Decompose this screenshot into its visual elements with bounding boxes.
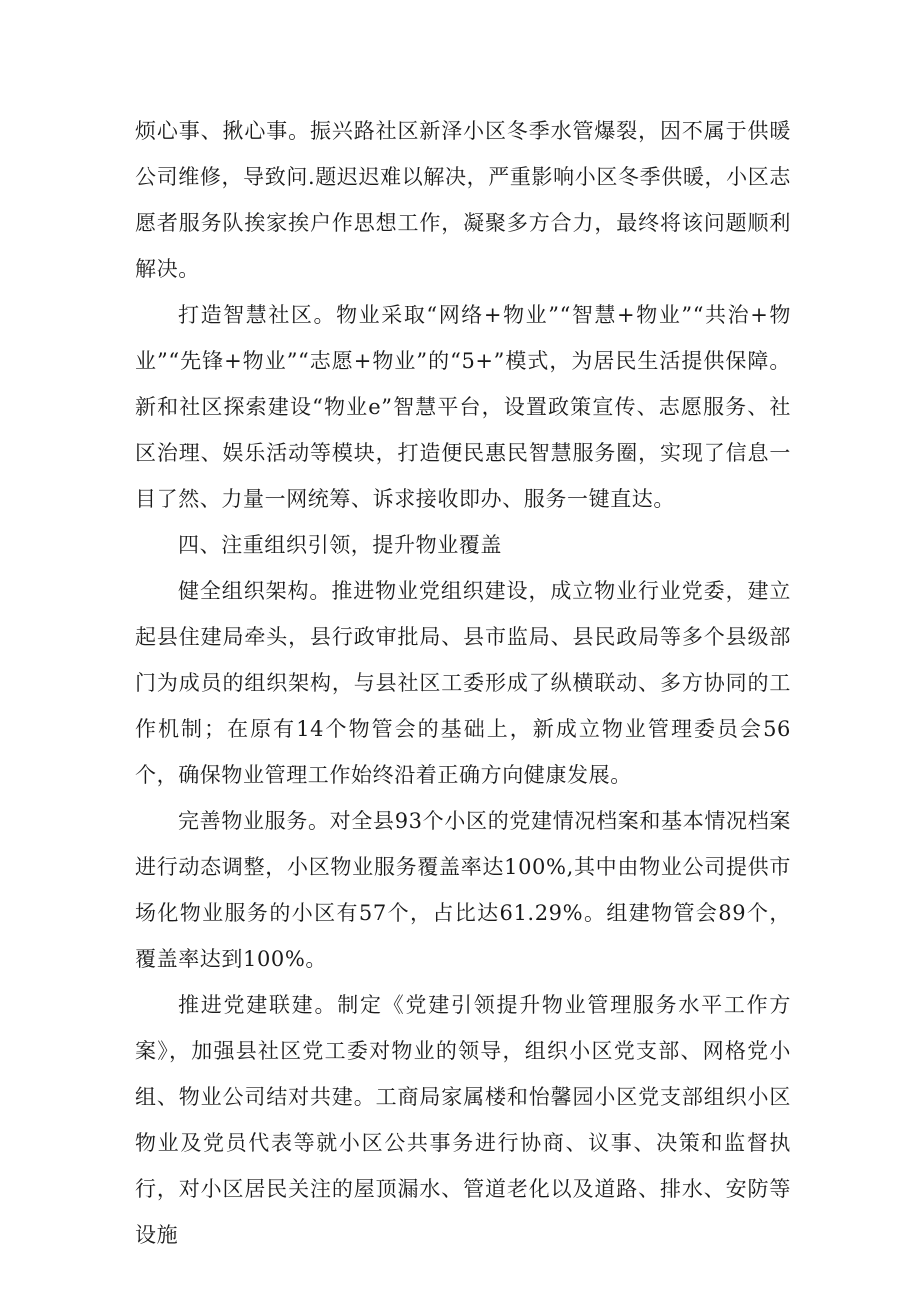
paragraph-continuation: 烦心事、揪心事。振兴路社区新泽小区冬季水管爆裂，因不属于供暖公司维修，导致问.题迟迟难以解决，严重影响小区冬季供暖，小区志愿者服务队挨家挨户作思想工作，凝聚多方合力，最终将该问题顺利解决。: [135, 119, 791, 281]
paragraph-smart-community: 打造智慧社区。物业采取“网络+物业”“智慧+物业”“共治+物业”“先锋+物业”“志愿+物业”的“5+”模式，为居民生活提供保障。新和社区探索建设“物业e”智慧平台，设置政策宣传、志愿服务、社区治理、娱乐活动等模块，打造便民惠民智慧服务圈，实现了信息一目了然、力量一网统筹、诉求接收即办、服务一键直达。: [135, 303, 791, 511]
paragraph-property-service: 完善物业服务。对全县93个小区的党建情况档案和基本情况档案进行动态调整，小区物业服务覆盖率达100%,其中由物业公司提供市场化物业服务的小区有57个，占比达61.29%。组建物管会89个，覆盖率达到100%。: [135, 809, 791, 971]
document-body: [135, 108, 791, 1258]
paragraph-organization: 健全组织架构。推进物业党组织建设，成立物业行业党委，建立起县住建局牵头，县行政审批局、县市监局、县民政局等多个县级部门为成员的组织架构，与县社区工委形成了纵横联动、多方协同的工作机制；在原有14个物管会的基础上，新成立物业管理委员会56个，确保物业管理工作始终沿着正确方向健康发展。: [135, 579, 791, 787]
section-heading-4: 四、注重组织引领，提升物业覆盖: [178, 533, 502, 557]
paragraph-party-building: 推进党建联建。制定《党建引领提升物业管理服务水平工作方案》，加强县社区党工委对物业的领导，组织小区党支部、网格党小组、物业公司结对共建。工商局家属楼和怡馨园小区党支部组织小区物业及党员代表等就小区公共事务进行协商、议事、决策和监督执行，对小区居民关注的屋顶漏水、管道老化以及道路、排水、安防等设施: [135, 993, 791, 1247]
